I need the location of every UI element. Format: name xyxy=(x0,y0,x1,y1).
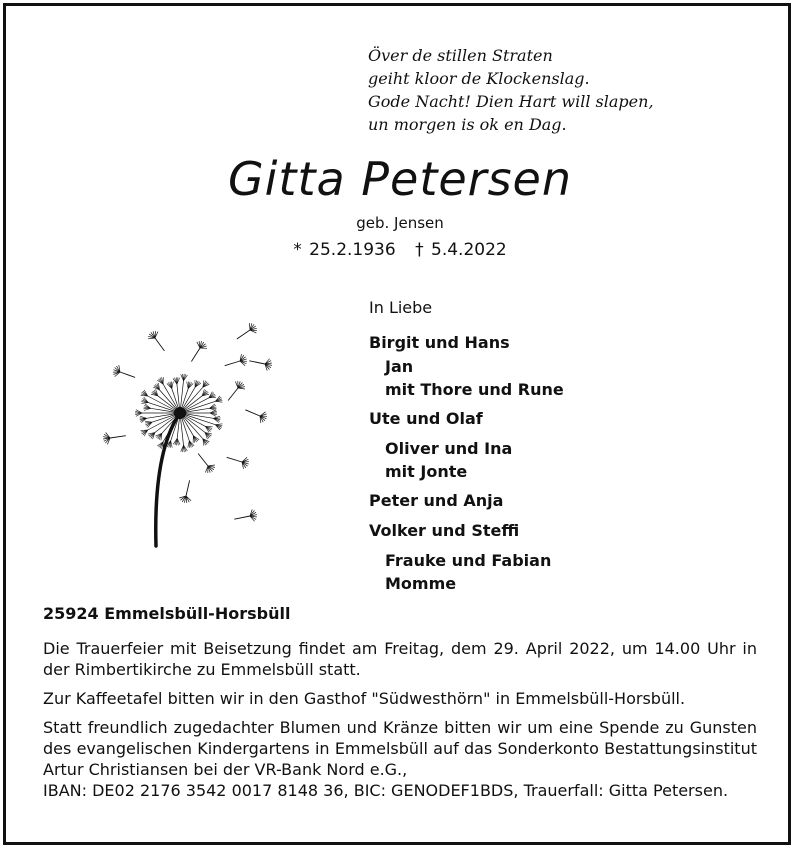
family-member: mit Jonte xyxy=(385,462,468,481)
dandelion-illustration xyxy=(100,316,290,551)
family-intro: In Liebe xyxy=(369,298,433,317)
poem-line: un morgen is ok en Dag. xyxy=(368,115,567,134)
family-head: Birgit und Hans xyxy=(369,333,510,352)
bank-details: IBAN: DE02 2176 3542 0017 8148 36, BIC: GENODEF1BDS, Trauerfall: Gitta Petersen. xyxy=(43,781,729,800)
death-date: † 5.4.2022 xyxy=(415,240,507,260)
life-dates xyxy=(0,240,800,260)
coffee-info: Zur Kaffeetafel bitten wir in den Gasthof "Südwesthörn" in Emmelsbüll-Horsbüll. xyxy=(43,689,686,708)
family-member: Frauke und Fabian xyxy=(385,551,552,570)
family-head: Ute und Olaf xyxy=(369,409,483,428)
place-of-residence: 25924 Emmelsbüll-Horsbüll xyxy=(43,604,291,623)
poem xyxy=(368,44,654,136)
family-member: Oliver und Ina xyxy=(385,439,513,458)
birth-date: * 25.2.1936 xyxy=(293,240,396,260)
family-member: Momme xyxy=(385,574,457,593)
deceased-name: Gitta Petersen xyxy=(227,152,573,206)
funeral-info: Die Trauerfeier mit Beisetzung findet am Freitag, dem 29. April 2022, um 14.00 Uhr in der Rimbertikirche zu Emmelsbüll statt. xyxy=(43,639,757,679)
maiden-name: geb. Jensen xyxy=(356,214,444,232)
family-member: mit Thore und Rune xyxy=(385,380,564,399)
poem-line: geiht kloor de Klockenslag. xyxy=(368,69,590,88)
family-head: Volker und Steffi xyxy=(369,521,520,540)
notice-text xyxy=(43,638,757,809)
poem-line: Gode Nacht! Dien Hart will slapen, xyxy=(368,92,654,111)
family-list xyxy=(369,298,564,595)
family-member: Jan xyxy=(385,357,414,376)
family-head: Peter und Anja xyxy=(369,491,504,510)
poem-line: Över de stillen Straten xyxy=(368,46,553,65)
donation-info: Statt freundlich zugedachter Blumen und Kränze bitten wir um eine Spende zu Gunsten des evangelischen Kindergartens in Emmelsbüll auf das Sonderkonto Bestattungsinstitut Artur Christiansen bei der VR-Bank Nord e.G., xyxy=(43,718,757,779)
